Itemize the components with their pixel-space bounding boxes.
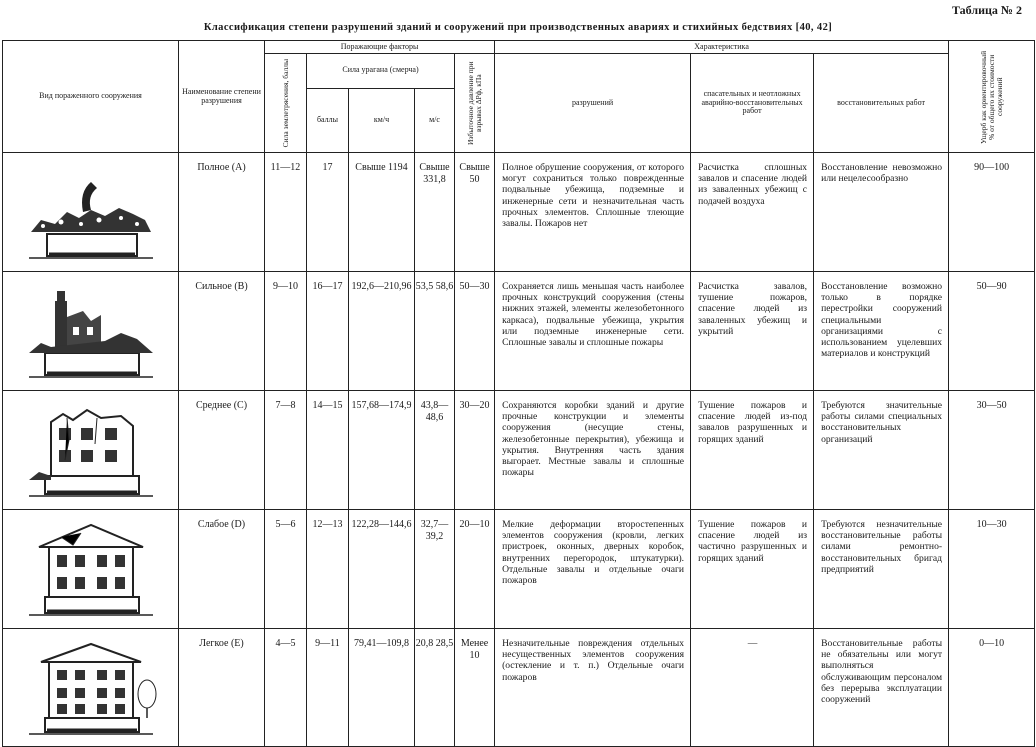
ms-cell: 53,5 58,6 [415,272,455,391]
kmh-cell: 157,68—174,9 [349,391,415,510]
header-points: баллы [307,88,349,152]
header-damage: Ущерб как ориентировочный % от общего их стоимости сооружений [949,41,1035,153]
degree-cell: Слабое (D) [179,510,265,629]
table-number: Таблица № 2 [951,3,1022,17]
damage-cell: 50—90 [949,272,1035,391]
degree-cell: Сильное (B) [179,272,265,391]
destruction-cell: Полное обрушение сооружения, от которого могут сохраниться только поврежденные подвальные убежища, подземные и инженерные сети и незначительная часть прочных элементов. Сплошные тлеющие завалы. Пожаров нет [495,153,691,272]
quake-cell: 11—12 [265,153,307,272]
points-cell: 17 [307,153,349,272]
building-weak-destruction-icon [3,510,179,629]
pressure-cell: 50—30 [455,272,495,391]
building-heavy-destruction-icon [3,272,179,391]
header-restoration: восстановительных работ [814,54,949,153]
header-quake: Сила землетрясения, баллы [265,54,307,153]
table-row [3,629,1035,747]
building-light-destruction-icon [3,629,179,747]
building-medium-destruction-icon [3,391,179,510]
header-ms: м/с [415,88,455,152]
table-title: Классификация степени разрушений зданий и сооружений при производственных авариях и стихийных бедствиях [40, 42] [203,22,833,33]
header-degree: Наименование степени разрушения [179,41,265,153]
quake-cell: 4—5 [265,629,307,747]
destruction-cell: Мелкие деформации второстепенных элементов сооружения (кровли, легких пристроек, оконных, дверных коробок, внутренних перегородок, штукатурки). Отдельные завалы и отдельные очаги пожаров [495,510,691,629]
damage-cell: 0—10 [949,629,1035,747]
kmh-cell: 122,28—144,6 [349,510,415,629]
table-row [3,153,1035,272]
pressure-cell: 20—10 [455,510,495,629]
points-cell: 12—13 [307,510,349,629]
header-characteristics: Характеристика [495,41,949,54]
ms-cell: 43,8—48,6 [415,391,455,510]
header-factors: Поражающие факторы [265,41,495,54]
rescue-cell: — [691,629,814,747]
damage-cell: 30—50 [949,391,1035,510]
ms-cell: 20,8 28,5 [415,629,455,747]
rescue-cell: Расчистка сплошных завалов и спасение людей из заваленных убежищ с подачей воздуха [691,153,814,272]
kmh-cell: 79,41—109,8 [349,629,415,747]
kmh-cell: Свыше 1194 [349,153,415,272]
pressure-cell: 30—20 [455,391,495,510]
table-row [3,391,1035,510]
quake-cell: 5—6 [265,510,307,629]
degree-cell: Среднее (C) [179,391,265,510]
rescue-cell: Тушение пожаров и спасение людей из-под завалов разрушенных и горящих зданий [691,391,814,510]
header-kmh: км/ч [349,88,415,152]
header-destruction: разрушений [495,54,691,153]
header-hurricane: Сила урагана (смерча) [307,54,455,89]
rescue-cell: Тушение пожаров и спасение людей из частично разрушенных и горящих зданий [691,510,814,629]
degree-cell: Легкое (E) [179,629,265,747]
header-rescue: спасательных и неотложных аварийно-восстановительных работ [691,54,814,153]
damage-cell: 90—100 [949,153,1035,272]
ms-cell: 32,7—39,2 [415,510,455,629]
pressure-cell: Свыше 50 [455,153,495,272]
kmh-cell: 192,6—210,96 [349,272,415,391]
table-row [3,510,1035,629]
pressure-cell: Менее 10 [455,629,495,747]
restoration-cell: Требуются значительные работы силами специальных восстановительных организаций [814,391,949,510]
restoration-cell: Восстановление возможно только в порядке перестройки сооружений специальными организациями с использованием уцелевших материалов и конструкций [814,272,949,391]
points-cell: 14—15 [307,391,349,510]
header-pressure: Избыточное давление при взрывах ΔPф, кПа [455,54,495,153]
degree-cell: Полное (A) [179,153,265,272]
destruction-cell: Незначительные повреждения отдельных несущественных элементов сооружения (остекление и т. п.) Отдельные очаги пожаров [495,629,691,747]
ms-cell: Свыше 331,8 [415,153,455,272]
classification-table [2,40,1035,747]
points-cell: 16—17 [307,272,349,391]
rescue-cell: Расчистка завалов, тушение пожаров, спасение людей из заваленных убежищ и укрытий [691,272,814,391]
restoration-cell: Восстановительные работы не обязательны или могут выполняться обслуживающим персоналом без перерыва эксплуатации сооружений [814,629,949,747]
header-object: Вид пораженного сооружения [3,41,179,153]
table-row [3,272,1035,391]
restoration-cell: Восстановление невозможно или нецелесообразно [814,153,949,272]
destruction-cell: Сохраняется лишь меньшая часть наиболее прочных конструкций сооружения (стены нижних этажей, элементы железобетонного каркаса), подвальные убежища, укрытия или подземные инженерные сети. Сплошные завалы и сплошные пожары [495,272,691,391]
damage-cell: 10—30 [949,510,1035,629]
quake-cell: 7—8 [265,391,307,510]
restoration-cell: Требуются незначительные восстановительные работы силами ремонтно-восстановительных бригад предприятий [814,510,949,629]
points-cell: 9—11 [307,629,349,747]
destruction-cell: Сохраняются коробки зданий и другие прочные конструкции и элементы сооружения (несущие стены, железобетонные перекрытия), убежища и укрытия. Внутренняя часть здания выгорает. Местные завалы и сплошные пожары [495,391,691,510]
building-full-destruction-icon [3,153,179,272]
quake-cell: 9—10 [265,272,307,391]
